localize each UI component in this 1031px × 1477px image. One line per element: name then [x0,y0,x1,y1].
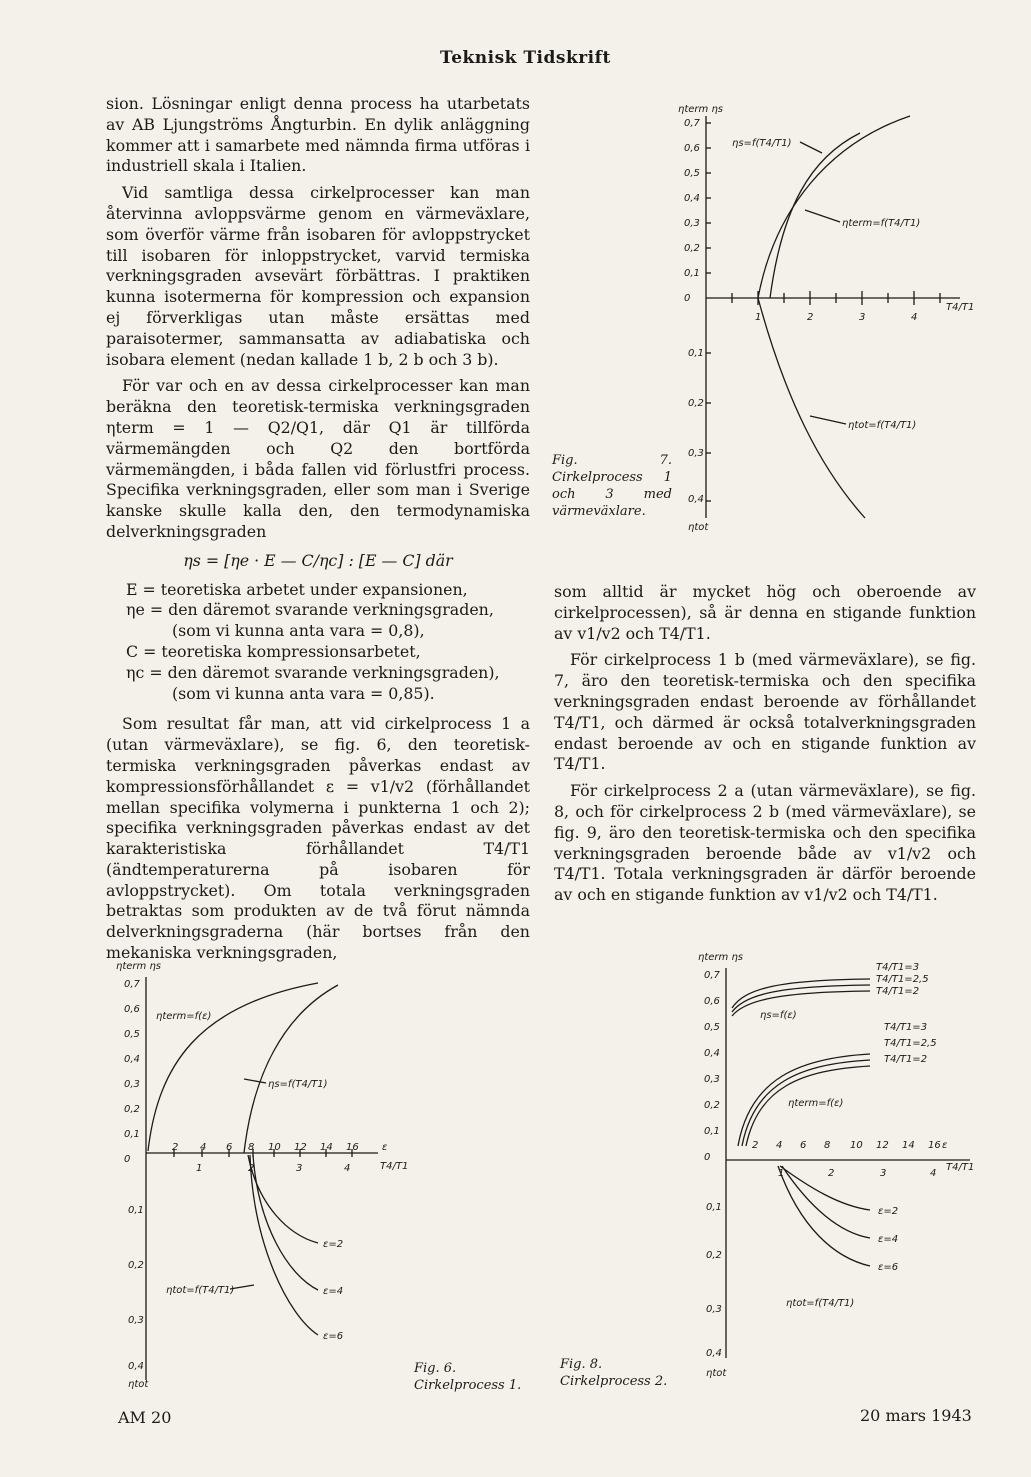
fig7-y-label: 0,4 [684,193,700,204]
fig6-eps-label: 6 [226,1142,233,1153]
paragraph: Vid samtliga dessa cirkelprocesser kan man återvinna avloppsvärme genom en värmeväxlare, som överför värme från isobaren för avloppstrycket till isobaren för inloppstrycket, varvid termiska verkningsgraden avsevärt förbättras. I praktiken kunna isotermerna för kompression och expansion ej förverkligas utan måste ersättas med paraisotermer, sammansatta av adiabatiska och isobara element (nedan kallade 1 b, 2 b och 3 b). [106,183,530,369]
fig8-eps-curve: ε=6 [878,1262,899,1273]
paragraph: som alltid är mycket hög och oberoende av cirkelprocessen), så är denna en stigande funktion av v1/v2 och T4/T1. [554,582,976,643]
fig8-s-label: T4/T1=3 [876,962,920,973]
fig8-y-ticks-top [704,970,721,1163]
fig8-curve-tot-eps2 [780,1166,870,1210]
fig6-eps-label: 12 [294,1142,307,1153]
fig6-y-label: 0,3 [124,1079,140,1090]
paragraph: För cirkelprocess 1 b (med värmeväxlare), se fig. 7, äro den teoretisk-termiska och den specifika verkningsgraden endast beroende av förhållandet T4/T1, och därmed är också totalverkningsgraden endast beroende av och en stigande funktion av T4/T1. [554,650,976,774]
fig6-y-ticks-top [124,979,141,1165]
fig6-label-term: ηterm=f(ε) [156,1011,212,1022]
fig6-chart [108,955,408,1395]
fig8-y-label: 0 [704,1152,711,1163]
fig8-axis-top: ηterm ηs [698,952,743,963]
fig8-eps-label: 16 [928,1140,941,1151]
paragraph: För var och en av dessa cirkelprocesser kan man beräkna den teoretisk-termiska verkningsgraden ηterm = 1 — Q2/Q1, där Q1 är tillförda värmemängden och Q2 den bortförda värmemängden, i båda fallen vid förlustfri process. Specifika verkningsgraden, eller som man i Sverige kanske skulle kalla den, den termodynamiska delverkningsgraden [106,376,530,541]
fig8-eps-label: 4 [776,1140,783,1151]
fig8-label-tot: ηtot=f(T4/T1) [786,1298,855,1309]
fig7-y-ticks-top [684,118,711,304]
fig8-y-label: 0,3 [704,1074,720,1085]
fig7-caption: Fig. 7. Cirkelprocess 1 och 3 med värmeväxlare. [552,453,672,519]
fig7-x-ticks [732,291,974,323]
fig8-x-label: 3 [880,1168,887,1179]
fig6-curve-tot-eps4 [253,1155,318,1290]
fig8-curve-s-25 [732,985,870,1012]
fig6-label-s: ηs=f(T4/T1) [268,1079,328,1090]
fig6-caption-a: Fig. 6. [414,1361,457,1376]
fig7-y-label: 0,5 [684,168,700,179]
fig6-y-label: 0,1 [124,1129,140,1140]
fig8-curve-s-2 [732,991,870,1016]
fig7-label-s: ηs=f(T4/T1) [732,138,792,149]
fig6-y-label: 0,3 [128,1315,144,1326]
definition: C = teoretiska kompressionsarbetet, [126,641,421,661]
fig8-eps-ticks [752,1140,948,1151]
fig7-label-tot: ηtot=f(T4/T1) [848,420,917,431]
fig6-y-ticks-bottom [128,1205,144,1372]
fig6-label-tot: ηtot=f(T4/T1) [166,1285,235,1296]
fig6-eps-label: 14 [320,1142,333,1153]
fig6-eps-label: 4 [200,1142,207,1153]
fig6-x-axis-label: T4/T1 [380,1161,409,1172]
fig8-eps-label: 10 [850,1140,863,1151]
fig8-y-label: 0,1 [706,1202,722,1213]
fig8-y-ticks-bottom [706,1202,722,1359]
fig6-x-ticks [196,1161,408,1174]
fig6-curve-term [148,983,318,1151]
fig6-y-label: 0,6 [124,1004,140,1015]
fig7-y-label: 0,3 [684,218,700,229]
fig8-eps-label: 2 [752,1140,759,1151]
fig7-x-label: 2 [807,312,814,323]
fig8-s-label: T4/T1=2,5 [876,974,929,985]
fig8-eps-label: 8 [824,1140,831,1151]
fig7-y-label: 0,2 [688,398,704,409]
fig7-y-label: 0,3 [688,448,704,459]
fig6-curve-s [244,985,338,1153]
fig7-x-label: 4 [911,312,918,323]
fig6-x-label: 2 [248,1163,255,1174]
fig6-eps-curve: ε=2 [323,1239,344,1250]
fig7-y-label: 0,1 [684,268,700,279]
fig7-y-label: 0,1 [688,348,704,359]
fig8-chart [670,948,990,1388]
fig7-x-label: 3 [859,312,866,323]
fig6-y-label: 0,4 [128,1361,144,1372]
fig6-eps-label: ε [382,1142,388,1153]
fig8-x-ticks [778,1162,974,1179]
formula: ηs = [ηe · E — C/ηc] : [E — C] där [183,550,453,570]
fig6-eps-label: 8 [248,1142,255,1153]
fig7-curve-tot [758,298,865,518]
fig8-label-s: ηs=f(ε) [760,1010,797,1021]
fig6-x-label: 1 [196,1163,203,1174]
paragraph: För cirkelprocess 2 a (utan värmeväxlare), se fig. 8, och för cirkelprocess 2 b (med värmeväxlare), se fig. 9, äro den teoretisk-termiska och den specifika verkningsgraden beroende både av v1/v2 och T4/T1. Totala verkningsgraden är därför beroende av och en stigande funktion av v1/v2 och T4/T1. [554,781,976,905]
fig6-y-label: 0,2 [124,1104,140,1115]
fig8-label-term: ηterm=f(ε) [788,1098,844,1109]
fig7-y-label: 0,6 [684,143,700,154]
right-text-column [554,582,976,912]
definition: ηc = den däremot svarande verkningsgraden), [126,662,500,682]
fig6-eps-label: 2 [172,1142,179,1153]
footer-right: 20 mars 1943 [860,1406,972,1425]
fig8-eps-label: ε [942,1140,948,1151]
fig8-x-axis-label: T4/T1 [946,1162,975,1173]
fig6-eps-label: 10 [268,1142,281,1153]
fig8-eps-label: 12 [876,1140,889,1151]
fig7-curve-term [770,133,860,298]
fig7-y-label: 0,4 [688,494,704,505]
fig8-y-label: 0,1 [704,1126,720,1137]
fig8-eps-label: 14 [902,1140,915,1151]
fig8-term-label: T4/T1=2 [884,1054,928,1065]
fig6-x-label: 4 [344,1163,351,1174]
fig6-eps-label: 16 [346,1142,359,1153]
fig6-axis-bottom: ηtot [128,1379,149,1390]
fig6-curve-tot-eps6 [250,1155,318,1335]
fig8-eps-curve: ε=4 [878,1234,899,1245]
fig8-y-label: 0,7 [704,970,720,981]
fig8-term-label: T4/T1=3 [884,1022,928,1033]
fig6-eps-curve: ε=4 [323,1286,344,1297]
fig8-y-label: 0,5 [704,1022,720,1033]
fig8-y-label: 0,6 [704,996,720,1007]
fig8-caption-b: Cirkelprocess 2. [560,1374,668,1389]
definition: (som vi kunna anta vara = 0,8), [172,621,425,641]
fig6-y-label: 0,5 [124,1029,140,1040]
fig6-y-label: 0,2 [128,1260,144,1271]
fig8-y-label: 0,2 [704,1100,720,1111]
fig8-x-label: 4 [930,1168,937,1179]
fig6-curve-tot-eps2 [248,1155,318,1243]
definition: ηe = den däremot svarande verkningsgraden, [126,600,494,620]
definition: (som vi kunna anta vara = 0,85). [172,683,435,703]
fig7-y-label: 0,2 [684,243,700,254]
footer-left: AM 20 [118,1408,172,1427]
journal-header: Teknisk Tidskrift [440,48,611,68]
fig7-label-term: ηterm=f(T4/T1) [842,218,921,229]
left-text-column [106,94,530,970]
fig8-eps-curve: ε=2 [878,1206,899,1217]
fig7-chart [670,98,975,538]
fig8-y-label: 0,4 [706,1348,722,1359]
fig6-y-label: 0 [124,1154,131,1165]
fig8-eps-label: 6 [800,1140,807,1151]
fig6-caption-b: Cirkelprocess 1. [414,1378,522,1393]
fig7-y-ticks-bottom [688,348,711,505]
fig8-y-label: 0,2 [706,1250,722,1261]
fig6-y-label: 0,1 [128,1205,144,1216]
fig6-axis-top: ηterm ηs [116,961,161,972]
fig8-term-label: T4/T1=2,5 [884,1038,937,1049]
fig8-caption-a: Fig. 8. [560,1357,603,1372]
fig6-y-label: 0,7 [124,979,140,990]
fig7-y-label: 0,7 [684,118,700,129]
paragraph: Som resultat får man, att vid cirkelprocess 1 a (utan värmeväxlare), se fig. 6, den teoretisk-termiska verkningsgraden påverkas endast av kompressionsförhållandet ε = v1/v2 (förhållandet mellan specifika volymerna i punkterna 1 och 2); specifika verkningsgraden påverkas endast av det karakteristiska förhållandet T4/T1 (ändtemperaturerna på isobaren för avloppstrycket). Om totala verkningsgraden betraktas som produkten av de två förut nämnda delverkningsgraderna (här bortses från den mekaniska verkningsgraden, [106,714,530,963]
definition: E = teoretiska arbetet under expansionen, [126,579,468,599]
fig6-y-label: 0,4 [124,1054,140,1065]
fig6-eps-ticks [172,1142,388,1157]
fig7-axis-bottom: ηtot [688,522,709,533]
fig7-x-label: 1 [755,312,762,323]
fig6-eps-curve: ε=6 [323,1331,344,1342]
paragraph: sion. Lösningar enligt denna process ha utarbetats av AB Ljungströms Ångturbin. En dylik anläggning kommer att i samarbete med nämnda firma utföras i industriell skala i Italien. [106,94,530,176]
definition-list [106,580,530,705]
fig8-s-label: T4/T1=2 [876,986,920,997]
fig8-axis-bottom: ηtot [706,1368,727,1379]
fig8-x-label: 2 [828,1168,835,1179]
fig6-x-label: 3 [296,1163,303,1174]
fig8-y-label: 0,3 [706,1304,722,1315]
fig7-axis-top: ηterm ηs [678,104,723,115]
fig7-y-label: 0 [684,293,691,304]
fig7-x-axis-label: T4/T1 [946,302,975,313]
fig8-x-label: 1 [778,1168,785,1179]
fig8-y-label: 0,4 [704,1048,720,1059]
